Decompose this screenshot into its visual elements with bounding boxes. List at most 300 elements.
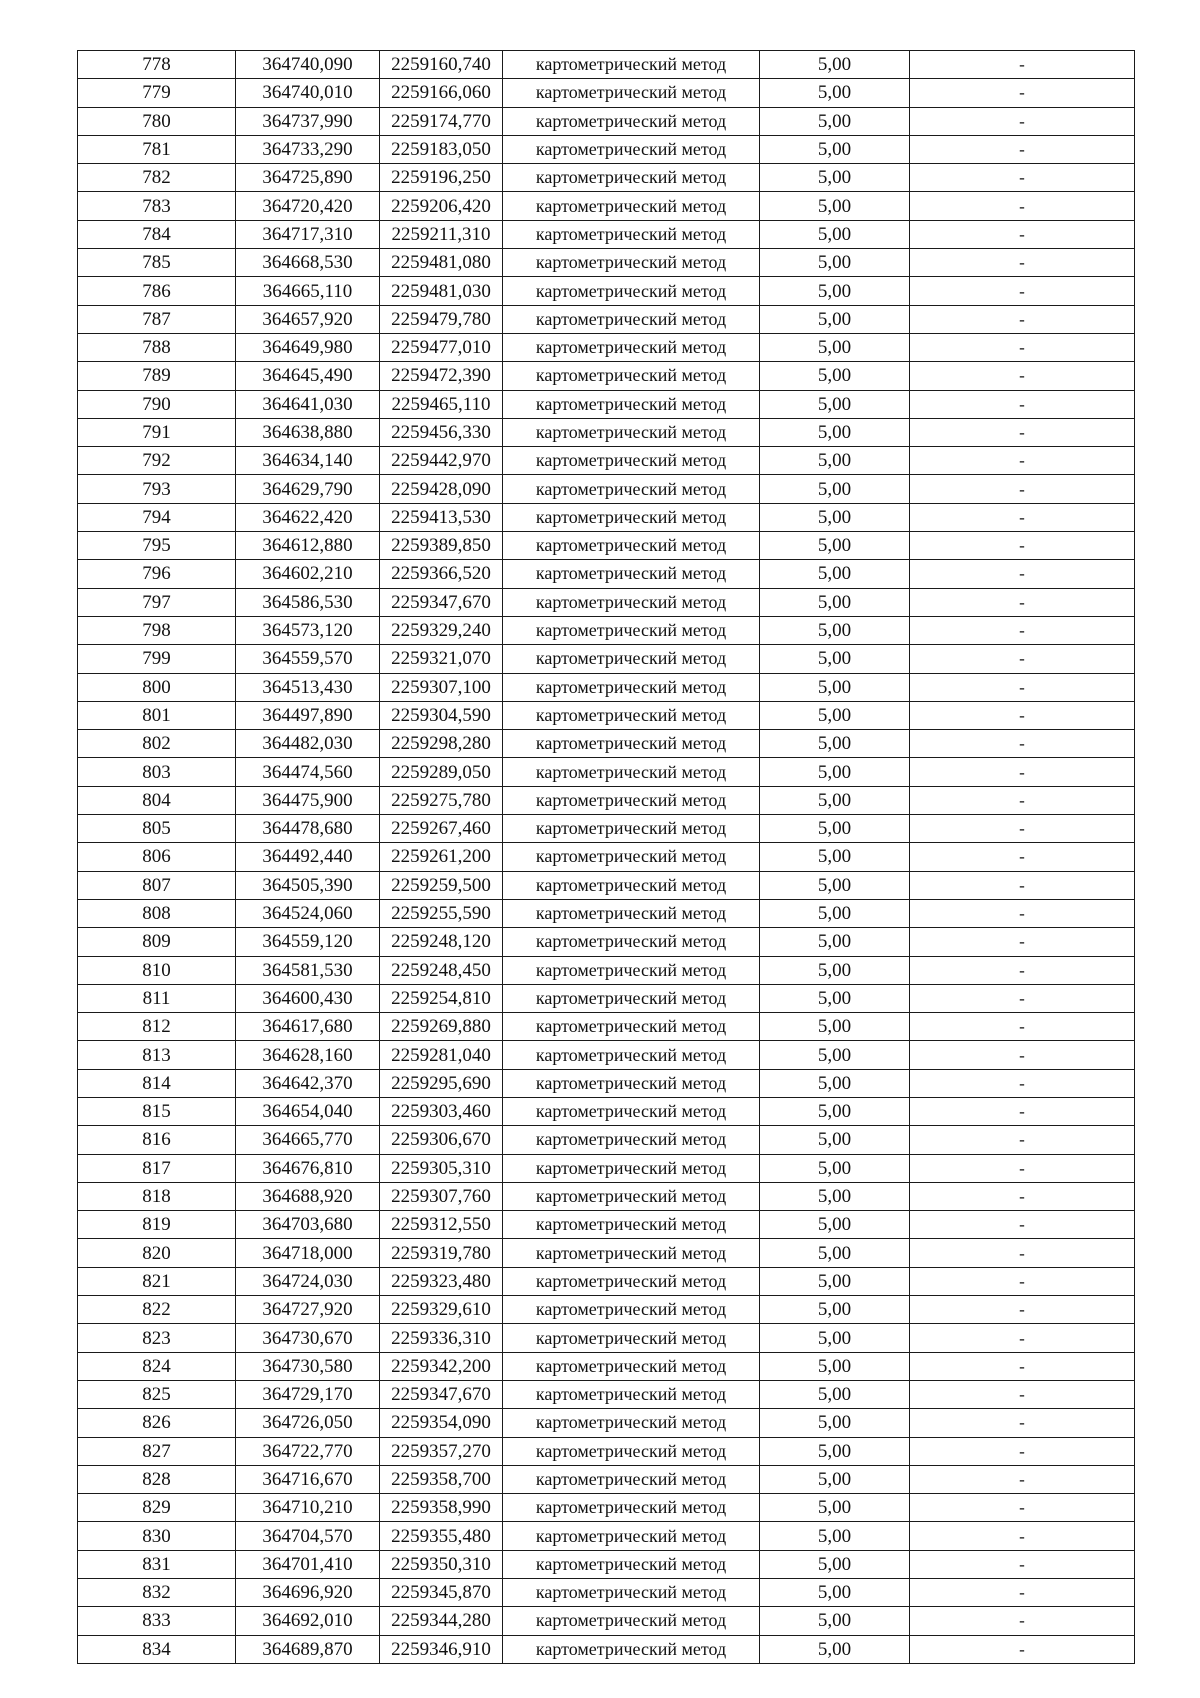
x-coordinate-cell: 364730,580 — [236, 1352, 380, 1380]
table-row — [78, 1013, 1135, 1041]
x-coordinate-cell: 364654,040 — [236, 1097, 380, 1125]
point-number-cell: 811 — [78, 984, 236, 1012]
accuracy-cell: 5,00 — [760, 447, 910, 475]
table-row — [78, 79, 1135, 107]
x-coordinate-cell: 364727,920 — [236, 1296, 380, 1324]
description-cell: - — [910, 1550, 1135, 1578]
x-coordinate-cell: 364657,920 — [236, 305, 380, 333]
method-cell: картометрический метод — [503, 984, 760, 1012]
description-cell: - — [910, 645, 1135, 673]
x-coordinate-cell: 364737,990 — [236, 107, 380, 135]
table-row — [78, 1239, 1135, 1267]
point-number-cell: 808 — [78, 899, 236, 927]
method-cell: картометрический метод — [503, 192, 760, 220]
method-cell: картометрический метод — [503, 1069, 760, 1097]
accuracy-cell: 5,00 — [760, 1154, 910, 1182]
description-cell: - — [910, 333, 1135, 361]
y-coordinate-cell: 2259413,530 — [380, 503, 503, 531]
description-cell: - — [910, 1635, 1135, 1663]
y-coordinate-cell: 2259342,200 — [380, 1352, 503, 1380]
table-row — [78, 1409, 1135, 1437]
table-row — [78, 1380, 1135, 1408]
table-row — [78, 1579, 1135, 1607]
description-cell: - — [910, 899, 1135, 927]
accuracy-cell: 5,00 — [760, 786, 910, 814]
table-row — [78, 107, 1135, 135]
y-coordinate-cell: 2259303,460 — [380, 1097, 503, 1125]
point-number-cell: 820 — [78, 1239, 236, 1267]
description-cell: - — [910, 192, 1135, 220]
description-cell: - — [910, 447, 1135, 475]
accuracy-cell: 5,00 — [760, 701, 910, 729]
method-cell: картометрический метод — [503, 1550, 760, 1578]
method-cell: картометрический метод — [503, 899, 760, 927]
y-coordinate-cell: 2259269,880 — [380, 1013, 503, 1041]
description-cell: - — [910, 249, 1135, 277]
point-number-cell: 832 — [78, 1579, 236, 1607]
x-coordinate-cell: 364634,140 — [236, 447, 380, 475]
point-number-cell: 804 — [78, 786, 236, 814]
point-number-cell: 806 — [78, 843, 236, 871]
table-row — [78, 1607, 1135, 1635]
x-coordinate-cell: 364665,110 — [236, 277, 380, 305]
x-coordinate-cell: 364703,680 — [236, 1211, 380, 1239]
point-number-cell: 807 — [78, 871, 236, 899]
point-number-cell: 813 — [78, 1041, 236, 1069]
point-number-cell: 818 — [78, 1182, 236, 1210]
method-cell: картометрический метод — [503, 843, 760, 871]
description-cell: - — [910, 1324, 1135, 1352]
point-number-cell: 828 — [78, 1465, 236, 1493]
y-coordinate-cell: 2259289,050 — [380, 758, 503, 786]
y-coordinate-cell: 2259321,070 — [380, 645, 503, 673]
accuracy-cell: 5,00 — [760, 758, 910, 786]
point-number-cell: 797 — [78, 588, 236, 616]
table-row — [78, 701, 1135, 729]
x-coordinate-cell: 364629,790 — [236, 475, 380, 503]
point-number-cell: 779 — [78, 79, 236, 107]
y-coordinate-cell: 2259336,310 — [380, 1324, 503, 1352]
y-coordinate-cell: 2259312,550 — [380, 1211, 503, 1239]
point-number-cell: 785 — [78, 249, 236, 277]
accuracy-cell: 5,00 — [760, 843, 910, 871]
point-number-cell: 817 — [78, 1154, 236, 1182]
table-row — [78, 532, 1135, 560]
description-cell: - — [910, 1296, 1135, 1324]
y-coordinate-cell: 2259254,810 — [380, 984, 503, 1012]
coordinates-table-body — [78, 51, 1135, 1664]
description-cell: - — [910, 815, 1135, 843]
method-cell: картометрический метод — [503, 1607, 760, 1635]
point-number-cell: 821 — [78, 1267, 236, 1295]
table-row — [78, 135, 1135, 163]
y-coordinate-cell: 2259442,970 — [380, 447, 503, 475]
method-cell: картометрический метод — [503, 1437, 760, 1465]
description-cell: - — [910, 1211, 1135, 1239]
description-cell: - — [910, 532, 1135, 560]
description-cell: - — [910, 701, 1135, 729]
description-cell: - — [910, 1041, 1135, 1069]
x-coordinate-cell: 364740,010 — [236, 79, 380, 107]
method-cell: картометрический метод — [503, 1041, 760, 1069]
method-cell: картометрический метод — [503, 1465, 760, 1493]
y-coordinate-cell: 2259477,010 — [380, 333, 503, 361]
table-row — [78, 249, 1135, 277]
point-number-cell: 814 — [78, 1069, 236, 1097]
x-coordinate-cell: 364676,810 — [236, 1154, 380, 1182]
point-number-cell: 782 — [78, 164, 236, 192]
y-coordinate-cell: 2259357,270 — [380, 1437, 503, 1465]
x-coordinate-cell: 364642,370 — [236, 1069, 380, 1097]
y-coordinate-cell: 2259295,690 — [380, 1069, 503, 1097]
table-row — [78, 1494, 1135, 1522]
table-row — [78, 192, 1135, 220]
accuracy-cell: 5,00 — [760, 503, 910, 531]
method-cell: картометрический метод — [503, 1494, 760, 1522]
method-cell: картометрический метод — [503, 616, 760, 644]
x-coordinate-cell: 364645,490 — [236, 362, 380, 390]
table-row — [78, 1069, 1135, 1097]
method-cell: картометрический метод — [503, 249, 760, 277]
y-coordinate-cell: 2259329,240 — [380, 616, 503, 644]
accuracy-cell: 5,00 — [760, 192, 910, 220]
description-cell: - — [910, 1126, 1135, 1154]
point-number-cell: 783 — [78, 192, 236, 220]
method-cell: картометрический метод — [503, 645, 760, 673]
point-number-cell: 833 — [78, 1607, 236, 1635]
accuracy-cell: 5,00 — [760, 1409, 910, 1437]
accuracy-cell: 5,00 — [760, 560, 910, 588]
point-number-cell: 825 — [78, 1380, 236, 1408]
point-number-cell: 795 — [78, 532, 236, 560]
y-coordinate-cell: 2259346,910 — [380, 1635, 503, 1663]
x-coordinate-cell: 364475,900 — [236, 786, 380, 814]
point-number-cell: 812 — [78, 1013, 236, 1041]
table-row — [78, 730, 1135, 758]
accuracy-cell: 5,00 — [760, 928, 910, 956]
method-cell: картометрический метод — [503, 220, 760, 248]
x-coordinate-cell: 364717,310 — [236, 220, 380, 248]
y-coordinate-cell: 2259319,780 — [380, 1239, 503, 1267]
y-coordinate-cell: 2259307,100 — [380, 673, 503, 701]
description-cell: - — [910, 871, 1135, 899]
accuracy-cell: 5,00 — [760, 249, 910, 277]
x-coordinate-cell: 364638,880 — [236, 418, 380, 446]
x-coordinate-cell: 364726,050 — [236, 1409, 380, 1437]
y-coordinate-cell: 2259259,500 — [380, 871, 503, 899]
point-number-cell: 829 — [78, 1494, 236, 1522]
y-coordinate-cell: 2259211,310 — [380, 220, 503, 248]
accuracy-cell: 5,00 — [760, 1239, 910, 1267]
x-coordinate-cell: 364641,030 — [236, 390, 380, 418]
table-row — [78, 390, 1135, 418]
table-row — [78, 1267, 1135, 1295]
point-number-cell: 822 — [78, 1296, 236, 1324]
accuracy-cell: 5,00 — [760, 1550, 910, 1578]
method-cell: картометрический метод — [503, 1097, 760, 1125]
point-number-cell: 793 — [78, 475, 236, 503]
method-cell: картометрический метод — [503, 1013, 760, 1041]
accuracy-cell: 5,00 — [760, 815, 910, 843]
method-cell: картометрический метод — [503, 1380, 760, 1408]
description-cell: - — [910, 305, 1135, 333]
y-coordinate-cell: 2259347,670 — [380, 1380, 503, 1408]
x-coordinate-cell: 364729,170 — [236, 1380, 380, 1408]
table-row — [78, 220, 1135, 248]
description-cell: - — [910, 1013, 1135, 1041]
y-coordinate-cell: 2259389,850 — [380, 532, 503, 560]
table-row — [78, 1635, 1135, 1663]
x-coordinate-cell: 364725,890 — [236, 164, 380, 192]
x-coordinate-cell: 364716,670 — [236, 1465, 380, 1493]
y-coordinate-cell: 2259281,040 — [380, 1041, 503, 1069]
point-number-cell: 803 — [78, 758, 236, 786]
table-row — [78, 1437, 1135, 1465]
x-coordinate-cell: 364701,410 — [236, 1550, 380, 1578]
x-coordinate-cell: 364612,880 — [236, 532, 380, 560]
table-row — [78, 418, 1135, 446]
y-coordinate-cell: 2259456,330 — [380, 418, 503, 446]
method-cell: картометрический метод — [503, 362, 760, 390]
x-coordinate-cell: 364600,430 — [236, 984, 380, 1012]
x-coordinate-cell: 364665,770 — [236, 1126, 380, 1154]
point-number-cell: 790 — [78, 390, 236, 418]
description-cell: - — [910, 786, 1135, 814]
y-coordinate-cell: 2259358,700 — [380, 1465, 503, 1493]
point-number-cell: 778 — [78, 51, 236, 79]
method-cell: картометрический метод — [503, 871, 760, 899]
description-cell: - — [910, 1267, 1135, 1295]
y-coordinate-cell: 2259358,990 — [380, 1494, 503, 1522]
accuracy-cell: 5,00 — [760, 305, 910, 333]
accuracy-cell: 5,00 — [760, 333, 910, 361]
accuracy-cell: 5,00 — [760, 362, 910, 390]
method-cell: картометрический метод — [503, 333, 760, 361]
point-number-cell: 823 — [78, 1324, 236, 1352]
point-number-cell: 830 — [78, 1522, 236, 1550]
point-number-cell: 826 — [78, 1409, 236, 1437]
method-cell: картометрический метод — [503, 786, 760, 814]
x-coordinate-cell: 364730,670 — [236, 1324, 380, 1352]
table-row — [78, 475, 1135, 503]
point-number-cell: 815 — [78, 1097, 236, 1125]
description-cell: - — [910, 362, 1135, 390]
method-cell: картометрический метод — [503, 1211, 760, 1239]
y-coordinate-cell: 2259248,450 — [380, 956, 503, 984]
table-row — [78, 164, 1135, 192]
description-cell: - — [910, 1154, 1135, 1182]
y-coordinate-cell: 2259354,090 — [380, 1409, 503, 1437]
table-row — [78, 1465, 1135, 1493]
table-row — [78, 673, 1135, 701]
table-row — [78, 447, 1135, 475]
y-coordinate-cell: 2259329,610 — [380, 1296, 503, 1324]
y-coordinate-cell: 2259206,420 — [380, 192, 503, 220]
accuracy-cell: 5,00 — [760, 1041, 910, 1069]
description-cell: - — [910, 1494, 1135, 1522]
x-coordinate-cell: 364559,120 — [236, 928, 380, 956]
point-number-cell: 798 — [78, 616, 236, 644]
x-coordinate-cell: 364513,430 — [236, 673, 380, 701]
method-cell: картометрический метод — [503, 447, 760, 475]
y-coordinate-cell: 2259255,590 — [380, 899, 503, 927]
accuracy-cell: 5,00 — [760, 475, 910, 503]
x-coordinate-cell: 364628,160 — [236, 1041, 380, 1069]
table-row — [78, 51, 1135, 79]
accuracy-cell: 5,00 — [760, 1182, 910, 1210]
description-cell: - — [910, 164, 1135, 192]
method-cell: картометрический метод — [503, 1126, 760, 1154]
accuracy-cell: 5,00 — [760, 1324, 910, 1352]
description-cell: - — [910, 51, 1135, 79]
y-coordinate-cell: 2259465,110 — [380, 390, 503, 418]
point-number-cell: 827 — [78, 1437, 236, 1465]
y-coordinate-cell: 2259472,390 — [380, 362, 503, 390]
description-cell: - — [910, 135, 1135, 163]
y-coordinate-cell: 2259160,740 — [380, 51, 503, 79]
accuracy-cell: 5,00 — [760, 418, 910, 446]
x-coordinate-cell: 364497,890 — [236, 701, 380, 729]
y-coordinate-cell: 2259306,670 — [380, 1126, 503, 1154]
x-coordinate-cell: 364692,010 — [236, 1607, 380, 1635]
table-row — [78, 871, 1135, 899]
y-coordinate-cell: 2259479,780 — [380, 305, 503, 333]
y-coordinate-cell: 2259481,030 — [380, 277, 503, 305]
table-row — [78, 928, 1135, 956]
x-coordinate-cell: 364617,680 — [236, 1013, 380, 1041]
x-coordinate-cell: 364581,530 — [236, 956, 380, 984]
x-coordinate-cell: 364704,570 — [236, 1522, 380, 1550]
method-cell: картометрический метод — [503, 532, 760, 560]
accuracy-cell: 5,00 — [760, 1069, 910, 1097]
y-coordinate-cell: 2259298,280 — [380, 730, 503, 758]
accuracy-cell: 5,00 — [760, 588, 910, 616]
description-cell: - — [910, 1239, 1135, 1267]
x-coordinate-cell: 364492,440 — [236, 843, 380, 871]
description-cell: - — [910, 1182, 1135, 1210]
y-coordinate-cell: 2259166,060 — [380, 79, 503, 107]
x-coordinate-cell: 364505,390 — [236, 871, 380, 899]
method-cell: картометрический метод — [503, 51, 760, 79]
accuracy-cell: 5,00 — [760, 899, 910, 927]
accuracy-cell: 5,00 — [760, 135, 910, 163]
x-coordinate-cell: 364722,770 — [236, 1437, 380, 1465]
description-cell: - — [910, 1607, 1135, 1635]
accuracy-cell: 5,00 — [760, 616, 910, 644]
accuracy-cell: 5,00 — [760, 673, 910, 701]
y-coordinate-cell: 2259355,480 — [380, 1522, 503, 1550]
point-number-cell: 786 — [78, 277, 236, 305]
point-number-cell: 792 — [78, 447, 236, 475]
accuracy-cell: 5,00 — [760, 1522, 910, 1550]
table-row — [78, 984, 1135, 1012]
description-cell: - — [910, 107, 1135, 135]
accuracy-cell: 5,00 — [760, 532, 910, 560]
x-coordinate-cell: 364478,680 — [236, 815, 380, 843]
accuracy-cell: 5,00 — [760, 1013, 910, 1041]
y-coordinate-cell: 2259196,250 — [380, 164, 503, 192]
accuracy-cell: 5,00 — [760, 1126, 910, 1154]
table-row — [78, 560, 1135, 588]
point-number-cell: 801 — [78, 701, 236, 729]
description-cell: - — [910, 1380, 1135, 1408]
method-cell: картометрический метод — [503, 305, 760, 333]
method-cell: картометрический метод — [503, 418, 760, 446]
accuracy-cell: 5,00 — [760, 1296, 910, 1324]
method-cell: картометрический метод — [503, 79, 760, 107]
description-cell: - — [910, 1409, 1135, 1437]
description-cell: - — [910, 560, 1135, 588]
method-cell: картометрический метод — [503, 107, 760, 135]
table-row — [78, 956, 1135, 984]
method-cell: картометрический метод — [503, 730, 760, 758]
point-number-cell: 794 — [78, 503, 236, 531]
description-cell: - — [910, 220, 1135, 248]
accuracy-cell: 5,00 — [760, 1465, 910, 1493]
method-cell: картометрический метод — [503, 928, 760, 956]
accuracy-cell: 5,00 — [760, 1494, 910, 1522]
description-cell: - — [910, 1437, 1135, 1465]
table-row — [78, 1352, 1135, 1380]
accuracy-cell: 5,00 — [760, 871, 910, 899]
table-row — [78, 503, 1135, 531]
point-number-cell: 816 — [78, 1126, 236, 1154]
x-coordinate-cell: 364482,030 — [236, 730, 380, 758]
x-coordinate-cell: 364586,530 — [236, 588, 380, 616]
y-coordinate-cell: 2259428,090 — [380, 475, 503, 503]
method-cell: картометрический метод — [503, 475, 760, 503]
table-row — [78, 843, 1135, 871]
description-cell: - — [910, 503, 1135, 531]
table-row — [78, 815, 1135, 843]
method-cell: картометрический метод — [503, 390, 760, 418]
y-coordinate-cell: 2259323,480 — [380, 1267, 503, 1295]
point-number-cell: 788 — [78, 333, 236, 361]
point-number-cell: 796 — [78, 560, 236, 588]
x-coordinate-cell: 364689,870 — [236, 1635, 380, 1663]
x-coordinate-cell: 364696,920 — [236, 1579, 380, 1607]
point-number-cell: 834 — [78, 1635, 236, 1663]
accuracy-cell: 5,00 — [760, 51, 910, 79]
method-cell: картометрический метод — [503, 1352, 760, 1380]
accuracy-cell: 5,00 — [760, 1267, 910, 1295]
x-coordinate-cell: 364559,570 — [236, 645, 380, 673]
description-cell: - — [910, 79, 1135, 107]
description-cell: - — [910, 730, 1135, 758]
point-number-cell: 780 — [78, 107, 236, 135]
accuracy-cell: 5,00 — [760, 1607, 910, 1635]
point-number-cell: 784 — [78, 220, 236, 248]
y-coordinate-cell: 2259350,310 — [380, 1550, 503, 1578]
y-coordinate-cell: 2259275,780 — [380, 786, 503, 814]
y-coordinate-cell: 2259304,590 — [380, 701, 503, 729]
description-cell: - — [910, 758, 1135, 786]
accuracy-cell: 5,00 — [760, 1211, 910, 1239]
point-number-cell: 824 — [78, 1352, 236, 1380]
table-row — [78, 786, 1135, 814]
table-row — [78, 1154, 1135, 1182]
accuracy-cell: 5,00 — [760, 220, 910, 248]
x-coordinate-cell: 364649,980 — [236, 333, 380, 361]
description-cell: - — [910, 928, 1135, 956]
accuracy-cell: 5,00 — [760, 1352, 910, 1380]
description-cell: - — [910, 277, 1135, 305]
method-cell: картометрический метод — [503, 1522, 760, 1550]
accuracy-cell: 5,00 — [760, 1437, 910, 1465]
y-coordinate-cell: 2259347,670 — [380, 588, 503, 616]
table-row — [78, 899, 1135, 927]
point-number-cell: 791 — [78, 418, 236, 446]
